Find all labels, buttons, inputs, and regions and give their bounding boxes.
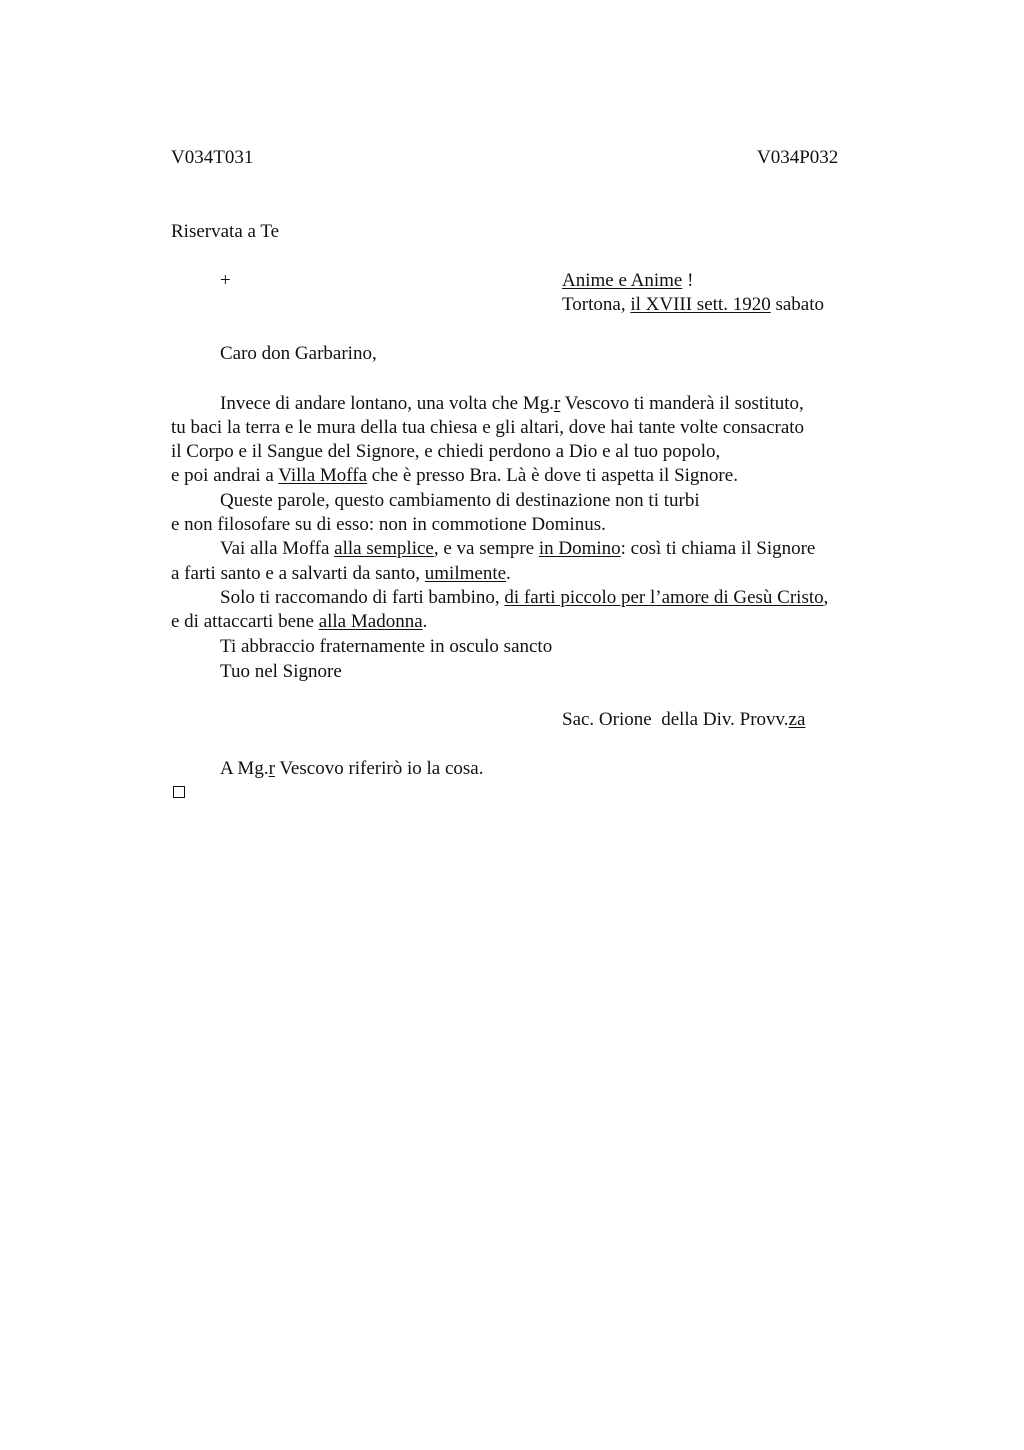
- text-run: : così ti chiama il Signore: [620, 538, 816, 559]
- text-run: Vai alla Moffa: [220, 538, 335, 559]
- body-line: tu baci la terra e le mura della tua chiesa e gli altari, dove hai tante volte consacrato: [171, 417, 805, 438]
- signature-text: Sac. Orione della Div. Provv.: [562, 709, 789, 730]
- closing-line: Tuo nel Signore: [220, 661, 342, 682]
- signature: [562, 708, 805, 732]
- underlined-run: Villa Moffa: [278, 465, 368, 486]
- body-line: Queste parole, questo cambiamento di destinazione non ti turbi: [220, 490, 700, 511]
- text-run: .: [422, 611, 428, 632]
- postscript: [220, 757, 484, 781]
- motto-underlined: Anime e Anime: [562, 270, 683, 291]
- underlined-run: in Domino: [538, 538, 621, 559]
- motto: [562, 269, 693, 293]
- body-line: [220, 392, 804, 416]
- body-line: il Corpo e il Sangue del Signore, e chiedi perdono a Dio e al tuo popolo,: [171, 441, 721, 462]
- underlined-run: umilmente: [424, 563, 507, 584]
- salutation: Caro don Garbarino,: [220, 343, 377, 364]
- text-run: Solo ti raccomando di farti bambino,: [220, 587, 505, 608]
- signature-underlined: za: [788, 709, 806, 730]
- dateline-date: il XVIII sett. 1920: [630, 294, 771, 315]
- text-run: .: [506, 563, 511, 584]
- reserved-note: Riservata a Te: [171, 221, 280, 242]
- underlined-run: alla semplice: [334, 538, 434, 559]
- archive-code-right: V034P032: [757, 147, 839, 168]
- text-run: Invece di andare lontano, una volta che Mg.: [220, 393, 554, 414]
- text-run: e poi andrai a: [171, 465, 279, 486]
- text-run: a farti santo e a salvarti da santo,: [171, 563, 425, 584]
- text-run: e di attaccarti bene: [171, 611, 319, 632]
- underlined-run: di farti piccolo per l’amore di Gesù Cristo: [504, 587, 824, 608]
- underlined-run: r: [553, 393, 561, 414]
- cross-mark: +: [220, 270, 231, 291]
- body-line: [171, 464, 738, 488]
- text-run: che è presso Bra. Là è dove ti aspetta il Signore.: [367, 465, 738, 486]
- text-run: , e va sempre: [433, 538, 539, 559]
- body-line: [220, 586, 828, 610]
- text-run: ,: [823, 587, 829, 608]
- body-line: [220, 537, 815, 561]
- text-run: Vescovo ti manderà il sostituto,: [560, 393, 804, 414]
- body-line: e non filosofare su di esso: non in commotione Dominus.: [171, 514, 606, 535]
- archive-code-left: V034T031: [171, 147, 254, 168]
- closing-line: Ti abbraccio fraternamente in osculo sancto: [220, 636, 553, 657]
- dateline: [562, 293, 824, 317]
- dateline-place: Tortona,: [562, 294, 631, 315]
- empty-box-icon: [173, 786, 185, 798]
- motto-after: !: [682, 270, 694, 291]
- dateline-day: sabato: [770, 294, 824, 315]
- body-line: [171, 562, 511, 586]
- underlined-run: alla Madonna: [318, 611, 423, 632]
- text-run: A Mg.: [220, 758, 269, 779]
- body-line: [171, 610, 427, 634]
- text-run: Vescovo riferirò io la cosa.: [274, 758, 484, 779]
- underlined-run: r: [268, 758, 275, 779]
